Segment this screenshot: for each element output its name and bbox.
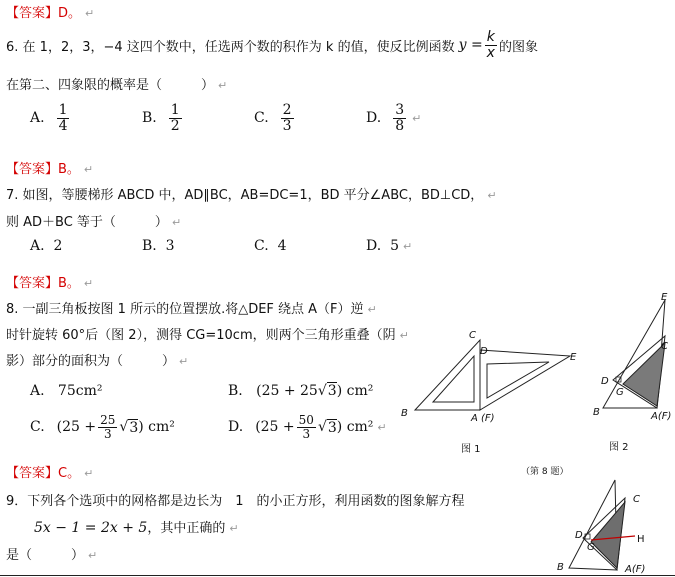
option-value: 3 (165, 238, 175, 254)
label-b2: B (593, 407, 600, 418)
q8-line2 (6, 324, 409, 343)
return-mark: ↵ (179, 355, 189, 368)
label-a: A (F) (471, 413, 495, 424)
q9-text-2: ，其中正确的 (147, 521, 226, 536)
frac-num: 50 (298, 413, 314, 427)
option-label: D. (366, 110, 382, 127)
q9-line3 (6, 544, 97, 563)
figure-1 (415, 340, 570, 410)
q7-text: 7. 如图，等腰梯形 ABCD 中，AD∥BC，AB=DC=1，BD 平分∠ABC，BD⊥CD， (6, 188, 484, 203)
triangle-abc (415, 340, 480, 410)
label-d: D (480, 346, 488, 357)
overlap-shaded (623, 343, 665, 406)
option-label: B. (142, 238, 157, 254)
option-value: 4 (277, 238, 287, 254)
q6-k-over-x (485, 30, 497, 60)
option-value: 2 (53, 238, 63, 254)
radicand: 3 (129, 419, 139, 436)
answer-text: 【答案】D。 (6, 6, 82, 21)
label-a2: A(F) (651, 411, 672, 422)
q8-option-c: C. (25 + $\frac{25}{3}$ √ 3 ) cm² (30, 413, 175, 441)
frac-den: 3 (282, 117, 292, 134)
q6-y-eq: y = (458, 37, 483, 54)
radicand: 3 (327, 383, 337, 399)
label-c: C (469, 330, 476, 341)
label-g2: G (616, 387, 624, 398)
frac-num: 1 (170, 102, 180, 118)
label-e: E (570, 352, 577, 363)
return-mark: ↵ (367, 303, 377, 316)
q7-line2 (6, 211, 181, 230)
return-mark: ↵ (487, 189, 497, 202)
label-h3: H (637, 534, 645, 545)
q8-text-2: 时针旋转 60°后（图 2），测得 CG=10cm，则两个三角形重叠（阴 (6, 328, 396, 343)
triangle-abc-inner (433, 356, 474, 402)
label-g3: G (587, 542, 595, 553)
return-mark: ↵ (403, 240, 413, 253)
option-value: (25 + 25 (256, 383, 318, 399)
option-value: (25 + (56, 419, 97, 436)
q6-text-2: 在第二、四象限的概率是（ ） (6, 78, 215, 93)
figure-3 (555, 478, 673, 575)
option-label: B. (228, 383, 243, 399)
option-label: D. (366, 238, 382, 254)
option-fraction (281, 103, 294, 133)
q7-option-c (254, 238, 287, 254)
return-mark: ↵ (218, 79, 228, 92)
label-c2: C (661, 341, 668, 352)
figure-2-caption: 图 2 (609, 442, 629, 453)
figure-2 (603, 300, 665, 408)
return-mark: ↵ (399, 329, 409, 342)
option-value: 75cm² (57, 383, 103, 399)
label-c3: C (633, 494, 640, 505)
label-b: B (401, 408, 408, 419)
frac-num: 3 (395, 102, 405, 118)
overlap-shaded (591, 502, 625, 568)
q7-option-b (142, 238, 175, 254)
option-label: C. (254, 238, 269, 254)
option-value: (25 + (255, 419, 295, 436)
q7-line1 (6, 184, 497, 203)
q6-text: 6. 在 1，2，3，−4 这四个数中，任选两个数的积作为 k 的值，使反比例函数 (6, 39, 455, 55)
frac-num: 1 (58, 102, 68, 118)
frac-den: x (486, 44, 495, 61)
frac-num: 2 (282, 102, 292, 118)
answer-text: 【答案】B。 (6, 276, 80, 291)
return-mark: ↵ (83, 163, 94, 176)
answer-c (6, 462, 93, 481)
option-fraction (393, 103, 406, 133)
return-mark: ↵ (84, 467, 94, 480)
q9-line2 (34, 517, 239, 536)
return-mark: ↵ (85, 7, 95, 20)
triangle-def (480, 350, 570, 410)
option-label: D. (228, 419, 244, 436)
q9-text-3: 是（ ） (6, 548, 85, 563)
return-mark: ↵ (377, 420, 387, 434)
q8-figures (395, 288, 675, 480)
return-mark: ↵ (412, 111, 422, 125)
option-label: A. (30, 238, 45, 254)
answer-d (6, 2, 94, 21)
q6-line1 (6, 30, 538, 60)
q6-option-a (30, 103, 71, 133)
q6-option-b (142, 103, 184, 133)
figure-1-caption: 图 1 (461, 444, 481, 455)
frac-den: 2 (170, 117, 180, 134)
return-mark: ↵ (229, 522, 239, 535)
option-label: C. (254, 110, 269, 127)
q6-text-post: 的图象 (498, 39, 538, 55)
option-fraction (98, 414, 117, 440)
triangle-def-inner (487, 362, 549, 398)
option-label: C. (30, 419, 45, 436)
frac-num: 25 (100, 413, 116, 427)
label-d3: D (575, 530, 583, 541)
figure-group-caption: （第 8 题） (521, 467, 569, 477)
option-label: A. (30, 383, 45, 399)
option-unit: ) cm² (336, 419, 374, 436)
answer-text: 【答案】C。 (6, 466, 81, 481)
frac-den: 4 (58, 117, 68, 134)
option-label: B. (142, 110, 157, 127)
q8-line3 (6, 350, 188, 369)
return-mark: ↵ (171, 216, 182, 229)
frac-den: 3 (302, 426, 311, 441)
q8-option-b: B. (25 + 25√3) cm² (228, 383, 374, 399)
option-fraction (57, 103, 70, 133)
q8-text-3: 影）部分的面积为（ ） (6, 354, 176, 369)
answer-b-1 (6, 158, 93, 177)
option-label: A. (30, 110, 45, 127)
q7-text-2: 则 AD＋BC 等于（ ） (6, 215, 168, 230)
q9-text: 9．下列各个选项中的网格都是边长为 1 的小正方形，利用函数的图象解方程 (6, 494, 465, 509)
q6-line2 (6, 74, 227, 93)
return-mark: ↵ (88, 549, 98, 562)
label-d2: D (601, 376, 609, 387)
answer-b-2 (6, 272, 93, 291)
return-mark: ↵ (83, 277, 94, 290)
radicand: 3 (327, 419, 337, 436)
q9-line1 (6, 490, 465, 509)
q7-option-a (30, 238, 62, 254)
option-fraction (169, 103, 182, 133)
label-a3: A(F) (625, 564, 646, 575)
q9-equation: 5x − 1 = 2x + 5 (34, 520, 148, 536)
answer-text: 【答案】B。 (6, 162, 80, 177)
q8-line1 (6, 298, 377, 317)
option-unit: ) cm² (336, 383, 374, 399)
q8-option-a (30, 383, 102, 399)
option-unit: ) cm² (138, 419, 175, 436)
label-b3: B (557, 562, 564, 573)
frac-den: 3 (103, 426, 112, 441)
frac-den: 8 (395, 117, 405, 134)
frac-num: k (486, 29, 495, 45)
option-fraction (297, 414, 316, 440)
q8-text: 8. 一副三角板按图 1 所示的位置摆放.将△DEF 绕点 A（F）逆 (6, 302, 364, 317)
q6-option-c (254, 103, 296, 133)
q7-option-d (366, 238, 412, 254)
q6-option-d (366, 103, 421, 133)
bottom-border (0, 575, 675, 576)
label-e2: E (661, 292, 668, 303)
q8-option-d: D. (25 + $\frac{50}{3}$ √ 3 ) cm² ↵ (228, 413, 387, 441)
option-value: 5 (390, 238, 400, 254)
